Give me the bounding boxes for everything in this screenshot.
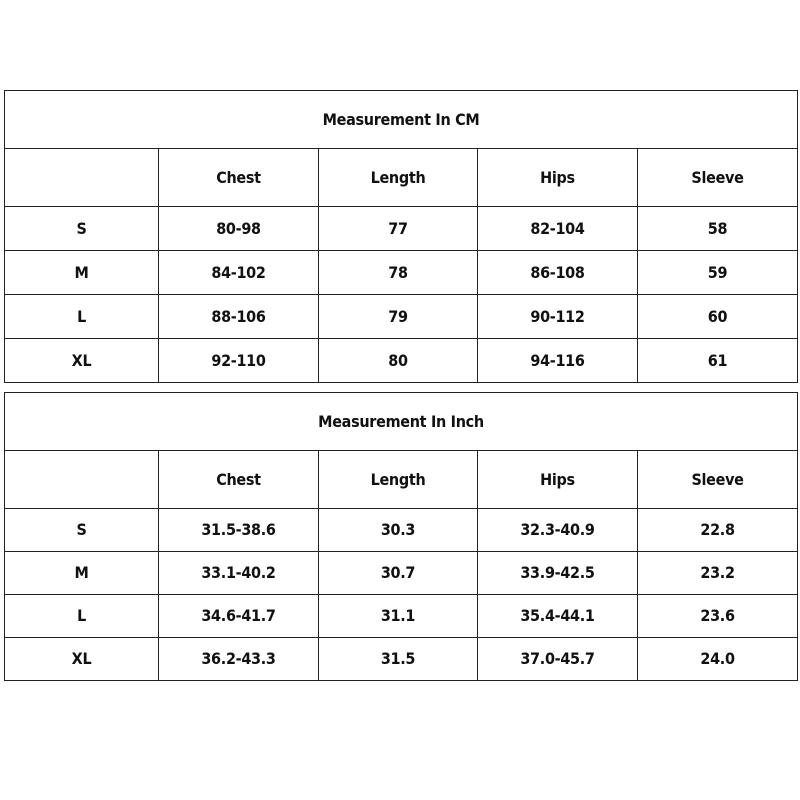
sleeve-cell: 22.8 — [638, 509, 798, 552]
size-cell: XL — [5, 638, 159, 681]
sleeve-cell: 23.2 — [638, 552, 798, 595]
hips-cell: 35.4-44.1 — [478, 595, 638, 638]
chest-cell: 92-110 — [159, 339, 319, 383]
hips-cell: 37.0-45.7 — [478, 638, 638, 681]
size-cell: M — [5, 251, 159, 295]
hips-cell: 32.3-40.9 — [478, 509, 638, 552]
table-row — [5, 509, 798, 552]
length-cell: 78 — [319, 251, 478, 295]
table-row — [5, 595, 798, 638]
size-cell: S — [5, 207, 159, 251]
header-cell-sleeve: Sleeve — [638, 451, 798, 509]
header-cell-sleeve: Sleeve — [638, 149, 798, 207]
size-cell: L — [5, 595, 159, 638]
size-chart-cm-table — [4, 90, 798, 383]
table-header-row — [5, 451, 798, 509]
length-cell: 80 — [319, 339, 478, 383]
length-cell: 77 — [319, 207, 478, 251]
size-chart-inch-table — [4, 392, 798, 681]
hips-cell: 86-108 — [478, 251, 638, 295]
chest-cell: 88-106 — [159, 295, 319, 339]
header-cell-hips: Hips — [478, 451, 638, 509]
table-title-row — [5, 91, 798, 149]
length-cell: 79 — [319, 295, 478, 339]
table-header-row — [5, 149, 798, 207]
header-cell-hips: Hips — [478, 149, 638, 207]
sleeve-cell: 58 — [638, 207, 798, 251]
chest-cell: 31.5-38.6 — [159, 509, 319, 552]
table-title-row — [5, 393, 798, 451]
table-row — [5, 339, 798, 383]
hips-cell: 82-104 — [478, 207, 638, 251]
header-cell-size — [5, 451, 159, 509]
chest-cell: 33.1-40.2 — [159, 552, 319, 595]
table-row — [5, 552, 798, 595]
chest-cell: 80-98 — [159, 207, 319, 251]
table-title: Measurement In CM — [5, 91, 798, 149]
length-cell: 31.5 — [319, 638, 478, 681]
sleeve-cell: 60 — [638, 295, 798, 339]
size-cell: XL — [5, 339, 159, 383]
hips-cell: 90-112 — [478, 295, 638, 339]
chest-cell: 34.6-41.7 — [159, 595, 319, 638]
header-cell-size — [5, 149, 159, 207]
table-row — [5, 638, 798, 681]
length-cell: 30.7 — [319, 552, 478, 595]
sleeve-cell: 59 — [638, 251, 798, 295]
sleeve-cell: 23.6 — [638, 595, 798, 638]
sleeve-cell: 61 — [638, 339, 798, 383]
table-row — [5, 295, 798, 339]
hips-cell: 94-116 — [478, 339, 638, 383]
length-cell: 31.1 — [319, 595, 478, 638]
table-title: Measurement In Inch — [5, 393, 798, 451]
chest-cell: 36.2-43.3 — [159, 638, 319, 681]
hips-cell: 33.9-42.5 — [478, 552, 638, 595]
table-row — [5, 207, 798, 251]
size-cell: M — [5, 552, 159, 595]
length-cell: 30.3 — [319, 509, 478, 552]
size-cell: L — [5, 295, 159, 339]
table-row — [5, 251, 798, 295]
header-cell-chest: Chest — [159, 149, 319, 207]
sleeve-cell: 24.0 — [638, 638, 798, 681]
header-cell-length: Length — [319, 451, 478, 509]
size-cell: S — [5, 509, 159, 552]
chest-cell: 84-102 — [159, 251, 319, 295]
header-cell-chest: Chest — [159, 451, 319, 509]
header-cell-length: Length — [319, 149, 478, 207]
